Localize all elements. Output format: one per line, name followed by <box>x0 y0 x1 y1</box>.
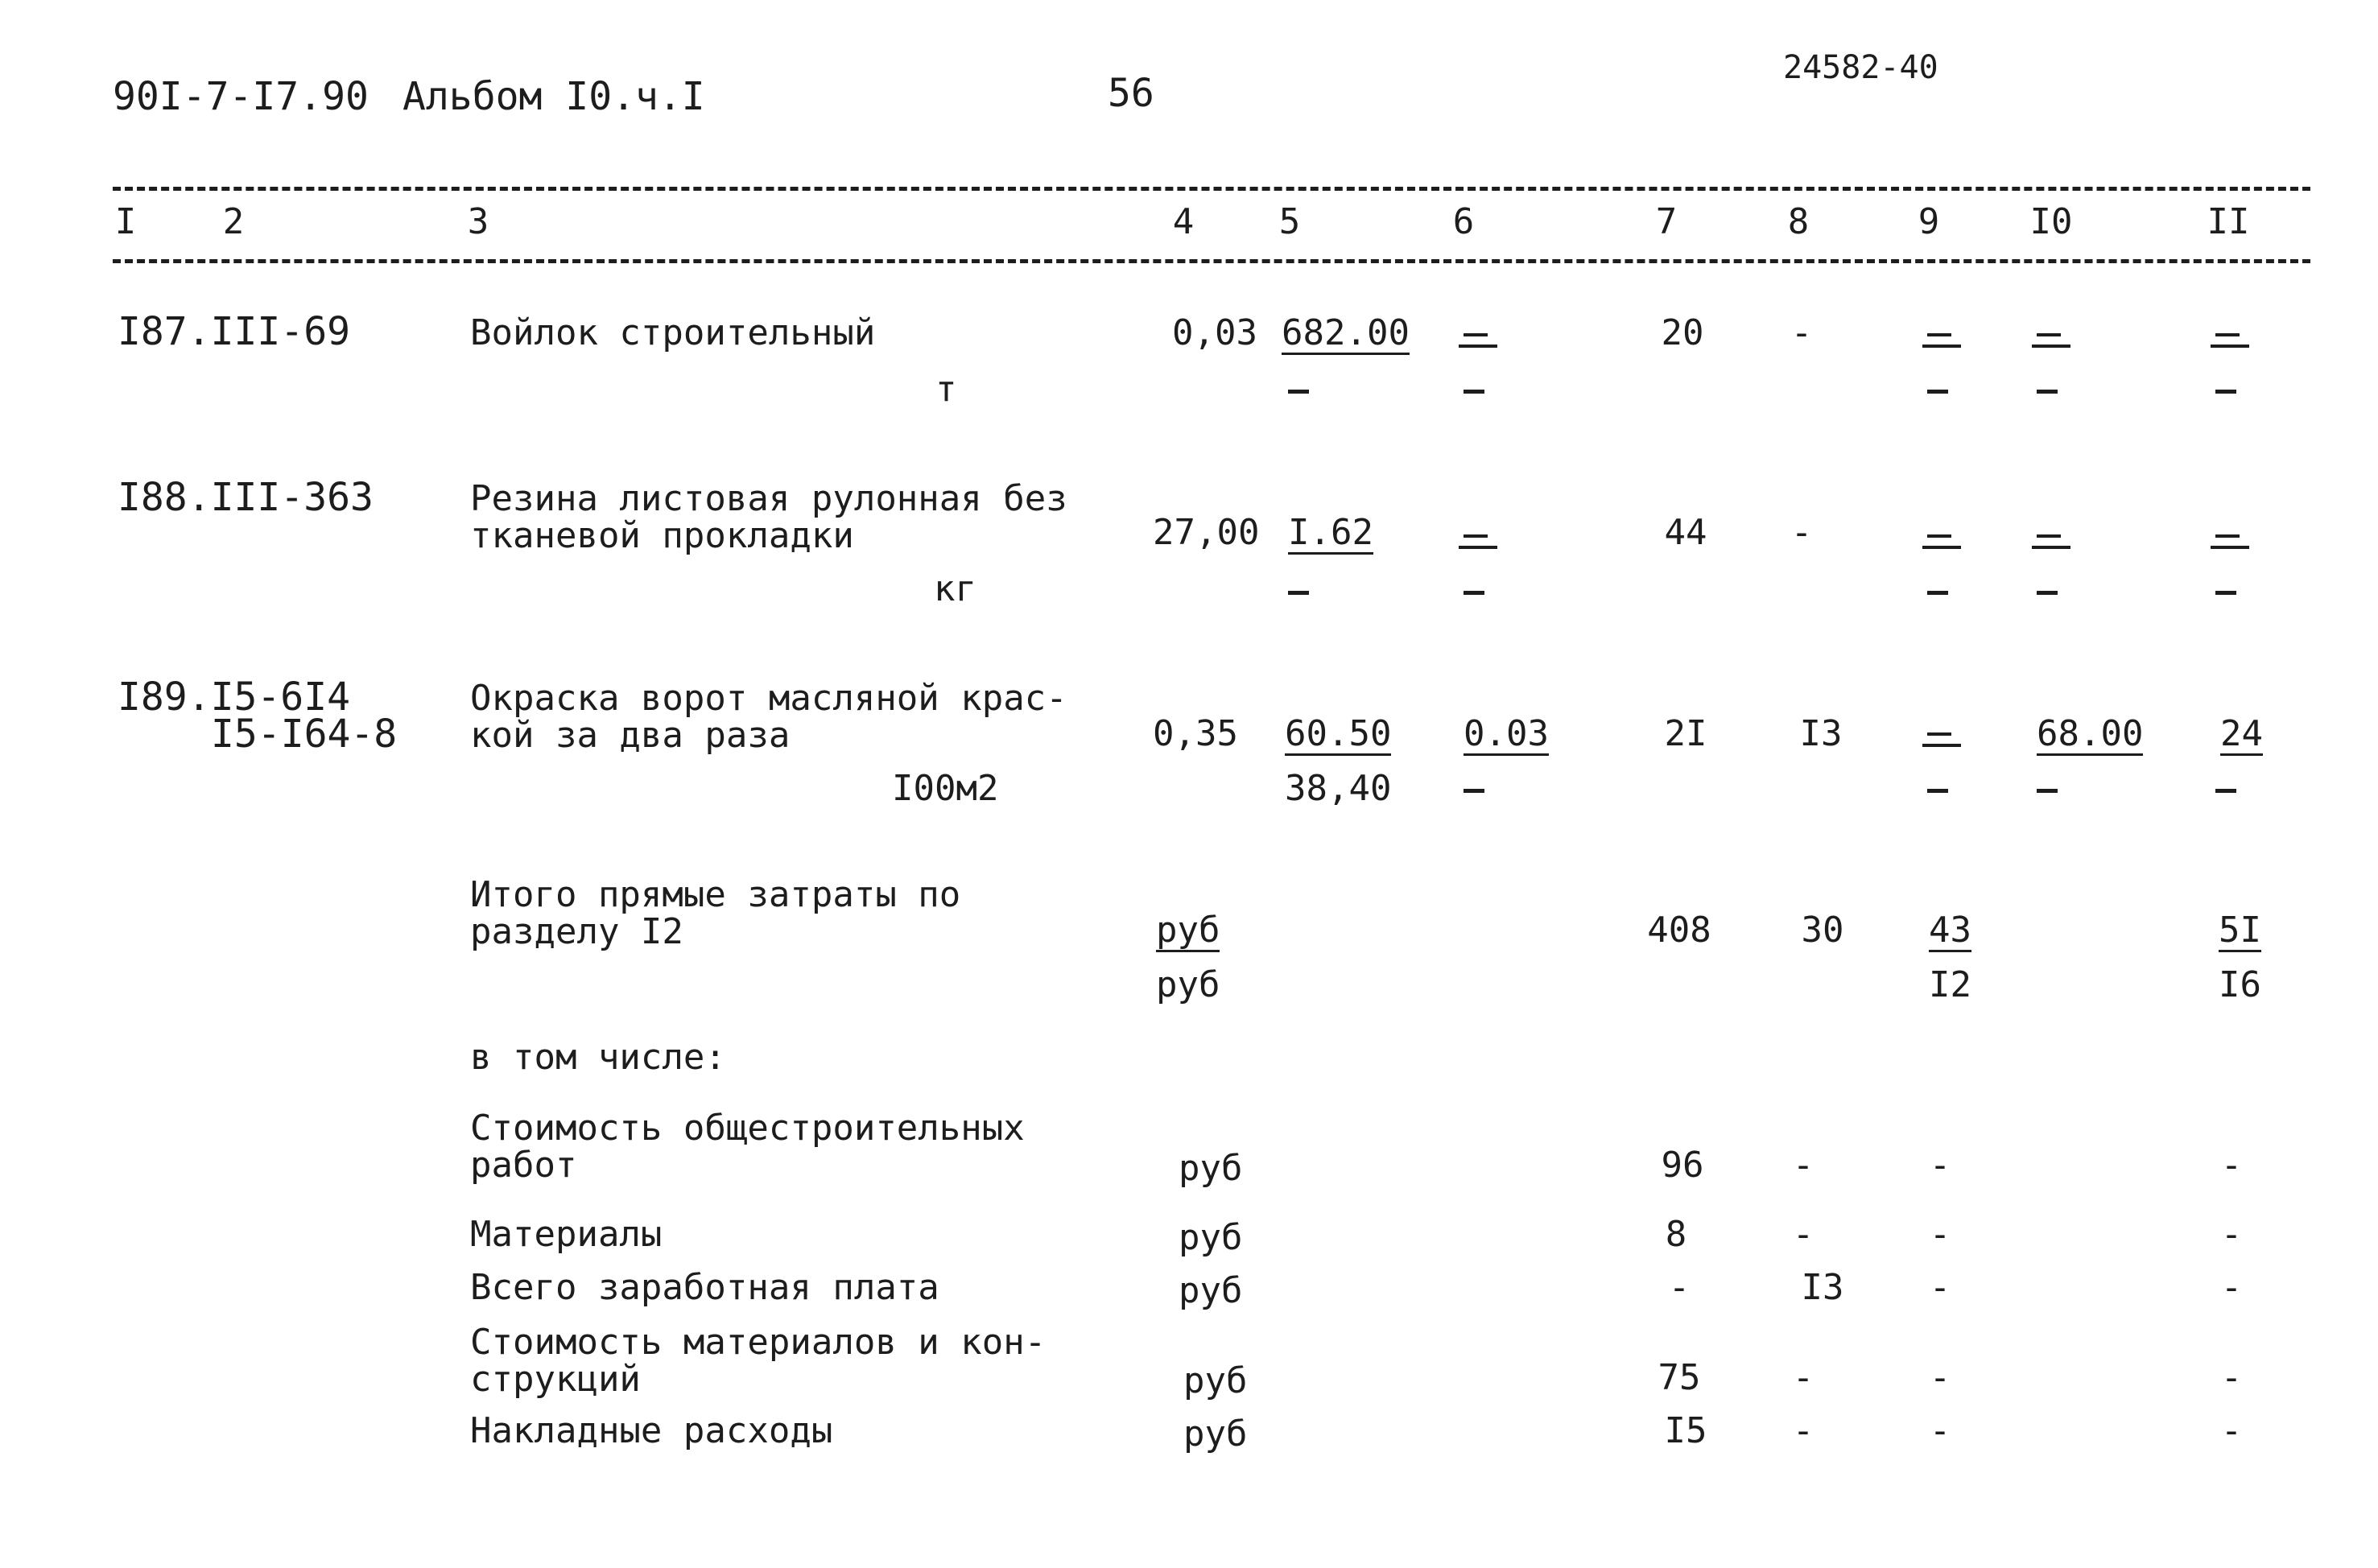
breakdown-label: Материалы <box>470 1214 663 1255</box>
dash <box>2215 390 2236 394</box>
col-header-6: 6 <box>1452 201 1475 242</box>
fraction-dash <box>1922 333 1961 348</box>
breakdown-col8: - <box>1792 1214 1814 1255</box>
breakdown-col8: - <box>1792 1357 1814 1398</box>
page-number: 56 <box>1108 71 1154 116</box>
fraction-dash <box>2211 333 2249 348</box>
breakdown-col11: - <box>2220 1357 2243 1398</box>
dash <box>1927 390 1948 394</box>
totals-col8: 30 <box>1801 910 1844 951</box>
breakdown-unit: руб <box>1179 1217 1243 1258</box>
col-header-9: 9 <box>1918 201 1940 242</box>
row-code: I87.III-69 <box>118 309 350 354</box>
col-header-8: 8 <box>1787 201 1810 242</box>
fraction-dash <box>2032 534 2070 549</box>
row-code: I88.III-363 <box>118 475 374 520</box>
row-col11: 24 <box>2220 713 2263 754</box>
row-col7: 2I <box>1664 713 1707 754</box>
row-unit: т <box>935 369 957 410</box>
row-name-line1: Окраска ворот масляной крас- <box>470 678 1067 719</box>
breakdown-col8: - <box>1792 1145 1814 1186</box>
including-label: в том числе: <box>470 1037 726 1078</box>
row-col8: - <box>1790 312 1813 353</box>
row-unit-price: 60.50 <box>1285 713 1392 754</box>
col-header-3: 3 <box>467 201 489 242</box>
row-unit: I00м2 <box>892 768 999 809</box>
header-rule-bottom <box>113 259 2310 263</box>
totals-col7: 408 <box>1647 910 1711 951</box>
row-unit: кг <box>934 568 976 609</box>
breakdown-col8: - <box>1792 1410 1814 1451</box>
breakdown-col7: - <box>1668 1267 1691 1308</box>
row-col8: I3 <box>1799 713 1843 754</box>
dash <box>1927 591 1948 595</box>
breakdown-col11: - <box>2220 1214 2243 1255</box>
fraction-dash <box>2211 534 2249 549</box>
row-unit-price: I.62 <box>1288 512 1373 553</box>
breakdown-col7: 96 <box>1661 1145 1704 1186</box>
stamp-number: 24582-40 <box>1783 49 1938 86</box>
row-name-line2: тканевой прокладки <box>470 515 854 556</box>
dash <box>2037 390 2058 394</box>
row-qty: 27,00 <box>1153 512 1260 553</box>
row-col6: 0.03 <box>1464 713 1549 754</box>
dash <box>2215 789 2236 793</box>
row-qty: 0,35 <box>1153 713 1238 754</box>
breakdown-col11: - <box>2220 1145 2243 1186</box>
breakdown-col7: 75 <box>1658 1357 1701 1398</box>
breakdown-col9: - <box>1929 1214 1951 1255</box>
breakdown-col11: - <box>2220 1410 2243 1451</box>
row-col10: 68.00 <box>2037 713 2144 754</box>
row-code-line2: I5-I64-8 <box>211 712 398 757</box>
row-name: Войлок строительный <box>470 312 876 353</box>
breakdown-label-line2: работ <box>470 1145 577 1186</box>
dash <box>2037 789 2058 793</box>
col-header-5: 5 <box>1278 201 1301 242</box>
totals-col9-top: 43 <box>1929 910 1971 951</box>
fraction-dash <box>2032 333 2070 348</box>
fraction-dash <box>1459 333 1497 348</box>
dash <box>2037 591 2058 595</box>
fraction-dash <box>1922 732 1961 747</box>
breakdown-label-line1: Стоимость материалов и кон- <box>470 1322 1047 1363</box>
dash <box>1927 789 1948 793</box>
row-col8: - <box>1790 512 1813 553</box>
dash <box>1464 789 1484 793</box>
breakdown-col9: - <box>1929 1267 1951 1308</box>
totals-col9-bottom: I2 <box>1929 964 1971 1005</box>
breakdown-col11: - <box>2220 1267 2243 1308</box>
breakdown-col9: - <box>1929 1410 1951 1451</box>
dash <box>1288 390 1309 394</box>
fraction-dash <box>1459 534 1497 549</box>
dash <box>1288 591 1309 595</box>
breakdown-col9: - <box>1929 1145 1951 1186</box>
row-qty: 0,03 <box>1172 312 1257 353</box>
header-rule-top <box>113 187 2310 191</box>
col-header-4: 4 <box>1172 201 1195 242</box>
col-header-1: I <box>114 201 137 242</box>
row-name-line2: кой за два раза <box>470 715 791 756</box>
doc-code: 90I-7-I7.90 <box>113 74 369 119</box>
row-col5-bottom: 38,40 <box>1285 768 1392 809</box>
breakdown-label: Накладные расходы <box>470 1410 833 1451</box>
breakdown-col7: I5 <box>1664 1410 1707 1451</box>
row-name-line1: Резина листовая рулонная без <box>470 478 1067 519</box>
col-header-11: II <box>2207 201 2250 242</box>
breakdown-label: Всего заработная плата <box>470 1267 939 1308</box>
row-unit-price: 682.00 <box>1282 312 1410 353</box>
breakdown-unit: руб <box>1179 1148 1243 1189</box>
dash <box>1464 390 1484 394</box>
col-header-10: I0 <box>2029 201 2073 242</box>
breakdown-label-line1: Стоимость общестроительных <box>470 1108 1025 1149</box>
breakdown-unit: руб <box>1183 1413 1248 1455</box>
dash <box>2215 591 2236 595</box>
breakdown-col9: - <box>1929 1357 1951 1398</box>
row-code-line1: I89.I5-6I4 <box>118 675 350 720</box>
dash <box>1464 591 1484 595</box>
totals-unit-bottom: руб <box>1156 964 1220 1005</box>
breakdown-unit: руб <box>1179 1270 1243 1311</box>
album-label: Альбом I0.ч.I <box>403 74 705 119</box>
totals-col11-bottom: I6 <box>2219 964 2261 1005</box>
totals-col11-top: 5I <box>2219 910 2261 951</box>
totals-unit-top: руб <box>1156 910 1220 951</box>
row-col7: 20 <box>1661 312 1704 353</box>
totals-label-line1: Итого прямые затраты по <box>470 874 961 915</box>
col-header-7: 7 <box>1655 201 1678 242</box>
totals-label-line2: разделу I2 <box>470 911 683 952</box>
breakdown-col8: I3 <box>1801 1267 1844 1308</box>
fraction-dash <box>1922 534 1961 549</box>
breakdown-col7: 8 <box>1665 1214 1687 1255</box>
breakdown-label-line2: струкций <box>470 1359 641 1400</box>
row-col7: 44 <box>1664 512 1707 553</box>
breakdown-unit: руб <box>1183 1360 1248 1401</box>
col-header-2: 2 <box>222 201 245 242</box>
